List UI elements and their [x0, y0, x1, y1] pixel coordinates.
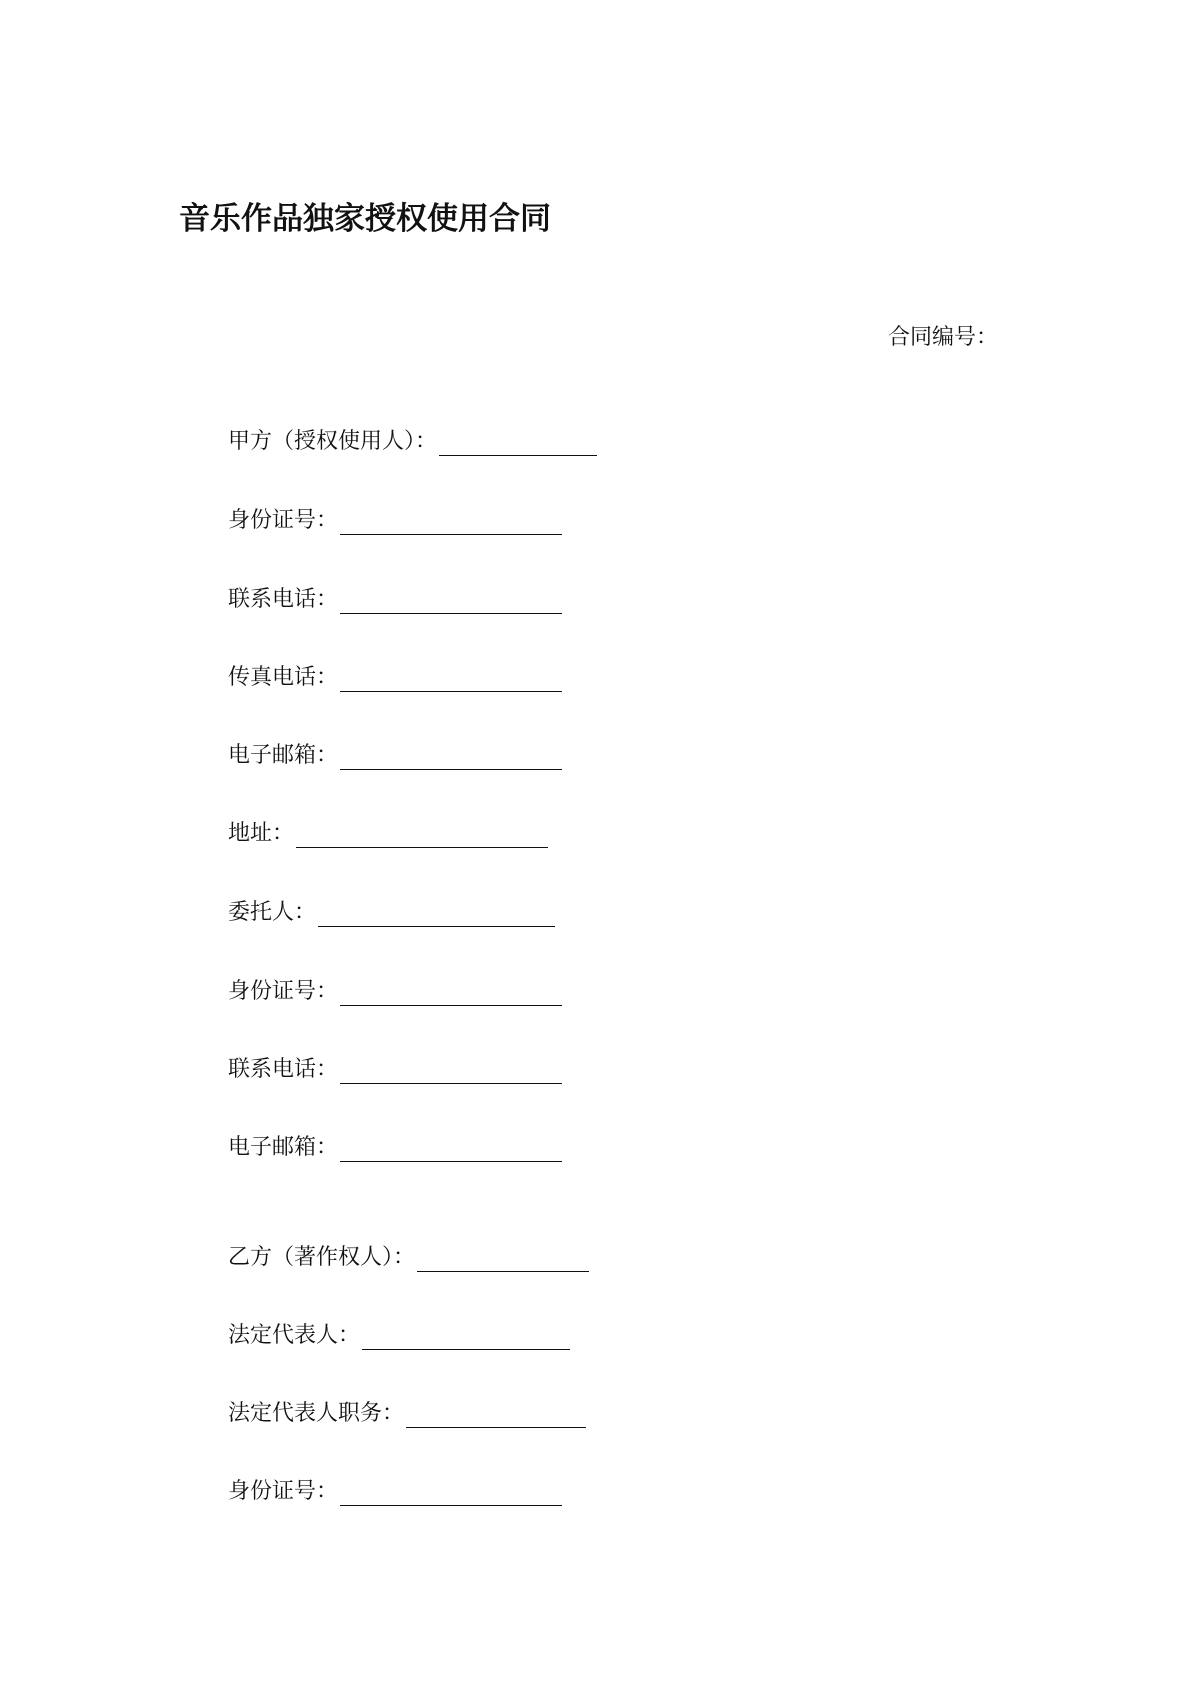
field-label: 身份证号：: [228, 1479, 339, 1504]
party-a-fax-row: [228, 662, 562, 692]
contract-number-label: 合同编号：: [888, 325, 999, 350]
party-a-address-row: [228, 818, 548, 848]
field-label: 地址：: [228, 821, 295, 846]
party-a-id-blank[interactable]: [340, 510, 562, 535]
legal-rep-title-row: [228, 1398, 586, 1428]
party-a-address-blank[interactable]: [296, 823, 548, 848]
field-label: 委托人：: [228, 900, 317, 925]
document-title: 音乐作品独家授权使用合同: [179, 201, 551, 237]
legal-rep-title-blank[interactable]: [406, 1403, 586, 1428]
field-label: 身份证号：: [228, 979, 339, 1004]
agent-phone-blank[interactable]: [340, 1059, 562, 1084]
agent-email-blank[interactable]: [340, 1137, 562, 1162]
field-label: 联系电话：: [228, 587, 339, 612]
field-label: 乙方（著作权人）：: [228, 1245, 416, 1270]
party-b-id-row: [228, 1476, 562, 1506]
field-label: 电子邮箱：: [228, 743, 339, 768]
party-a-fax-blank[interactable]: [340, 667, 562, 692]
party-a-id-row: [228, 505, 562, 535]
legal-rep-blank[interactable]: [362, 1325, 570, 1350]
field-label: 法定代表人职务：: [228, 1401, 405, 1426]
party-b-name-blank[interactable]: [417, 1247, 589, 1272]
party-a-agent-row: [228, 897, 555, 927]
party-b-id-blank[interactable]: [340, 1481, 562, 1506]
party-a-phone-row: [228, 584, 562, 614]
legal-rep-row: [228, 1320, 570, 1350]
agent-phone-row: [228, 1054, 562, 1084]
field-label: 身份证号：: [228, 508, 339, 533]
field-label: 联系电话：: [228, 1057, 339, 1082]
party-a-email-row: [228, 740, 562, 770]
agent-email-row: [228, 1132, 562, 1162]
party-a-agent-blank[interactable]: [318, 902, 555, 927]
party-a-name-blank[interactable]: [439, 431, 597, 456]
agent-id-row: [228, 976, 562, 1006]
field-label: 传真电话：: [228, 665, 339, 690]
party-a-name-row: [228, 426, 597, 456]
agent-id-blank[interactable]: [340, 981, 562, 1006]
field-label: 电子邮箱：: [228, 1135, 339, 1160]
party-a-phone-blank[interactable]: [340, 589, 562, 614]
field-label: 法定代表人：: [228, 1323, 361, 1348]
party-a-email-blank[interactable]: [340, 745, 562, 770]
field-label: 甲方（授权使用人）：: [228, 429, 438, 454]
party-b-name-row: [228, 1242, 589, 1272]
